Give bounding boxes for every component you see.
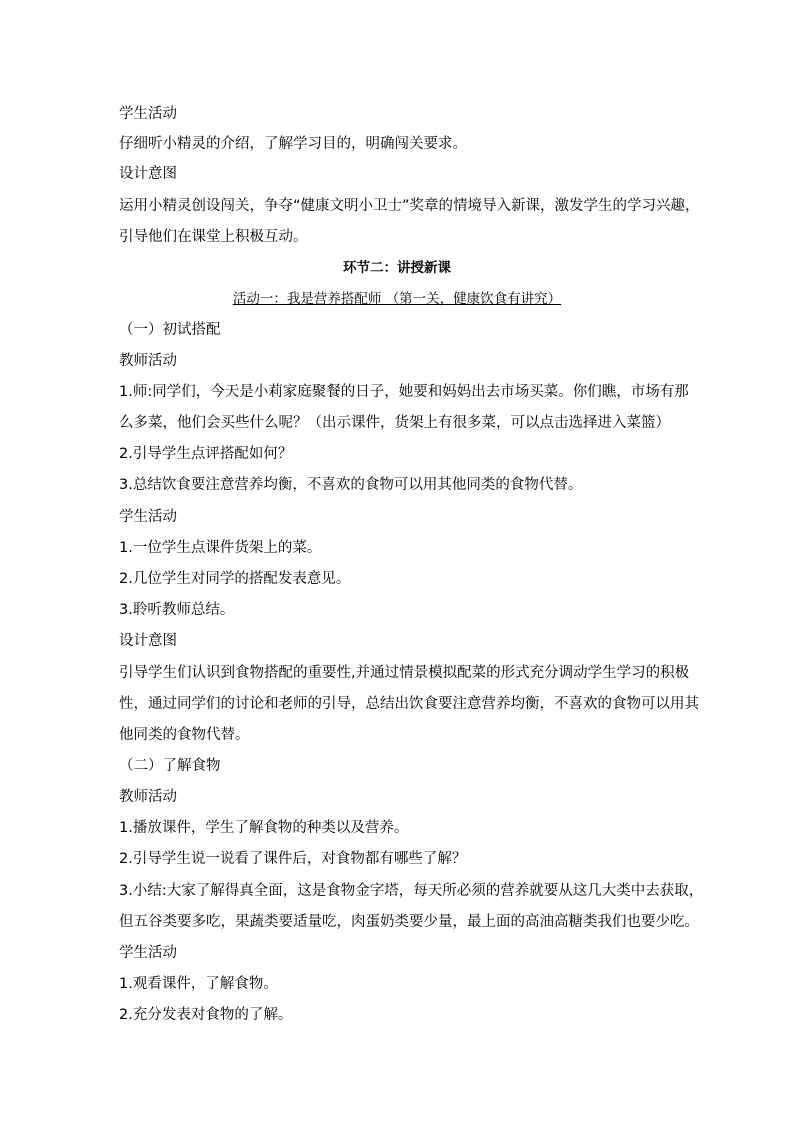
paragraph-line: 引导他们在课堂上积极互动。 [119, 229, 308, 245]
paragraph-line: 2.引导学生说一说看了课件后，对食物都有哪些了解？ [119, 851, 467, 867]
paragraph-line: 性，通过同学们的讨论和老师的引导，总结出饮食要注意营养均衡，不喜欢的食物可以用其 [119, 696, 699, 712]
paragraph-line: 么多菜，他们会买些什么呢？（出示课件，货架上有很多菜，可以点击选择进入菜篮） [119, 415, 670, 431]
paragraph-line: 教师活动 [119, 789, 177, 805]
paragraph-line: 3.聆听教师总结。 [119, 602, 235, 618]
paragraph-line: （二）了解食物 [119, 758, 221, 774]
activity-heading: 活动一：我是营养搭配师 （第一关，健康饮食有讲究） [232, 291, 562, 307]
paragraph-line: 设计意图 [119, 166, 177, 182]
paragraph-line: 学生活动 [119, 509, 177, 525]
paragraph-line: 运用小精灵创设闯关，争夺“健康文明小卫士”奖章的情境导入新课，激发学生的学习兴趣， [119, 198, 700, 214]
paragraph-line: （一）初试搭配 [119, 322, 221, 338]
paragraph-line: 仔细听小精灵的介绍，了解学习目的，明确闯关要求。 [119, 136, 467, 152]
paragraph-line: 引导学生们认识到食物搭配的重要性,并通过情景模拟配菜的形式充分调动学生学习的积极 [119, 665, 690, 681]
paragraph-line: 教师活动 [119, 353, 177, 369]
paragraph-line: 3.小结:大家了解得真全面，这是食物金字塔，每天所必须的营养就要从这几大类中去获取， [119, 883, 704, 899]
paragraph-line: 设计意图 [119, 633, 177, 649]
paragraph-line: 2.充分发表对食物的了解。 [119, 1007, 293, 1023]
paragraph-line: 但五谷类要多吃，果蔬类要适量吃，肉蛋奶类要少量，最上面的高油高糖类我们也要少吃。 [119, 914, 699, 930]
paragraph-line: 1.师:同学们，今天是小莉家庭聚餐的日子，她要和妈妈出去市场买菜。你们瞧，市场有那 [119, 384, 689, 400]
paragraph-line: 1.一位学生点课件货架上的菜。 [119, 540, 322, 556]
paragraph-line: 2.引导学生点评搭配如何？ [119, 446, 293, 462]
paragraph-line: 2.几位学生对同学的搭配发表意见。 [119, 571, 351, 587]
paragraph-line: 他同类的食物代替。 [119, 727, 250, 743]
paragraph-line: 学生活动 [119, 106, 177, 122]
paragraph-line: 1.播放课件，学生了解食物的种类以及营养。 [119, 820, 409, 836]
paragraph-line: 1.观看课件，了解食物。 [119, 976, 278, 992]
paragraph-line: 3.总结饮食要注意营养均衡，不喜欢的食物可以用其他同类的食物代替。 [119, 477, 583, 493]
section-heading: 环节二：讲授新课 [343, 260, 451, 276]
paragraph-line: 学生活动 [119, 945, 177, 961]
